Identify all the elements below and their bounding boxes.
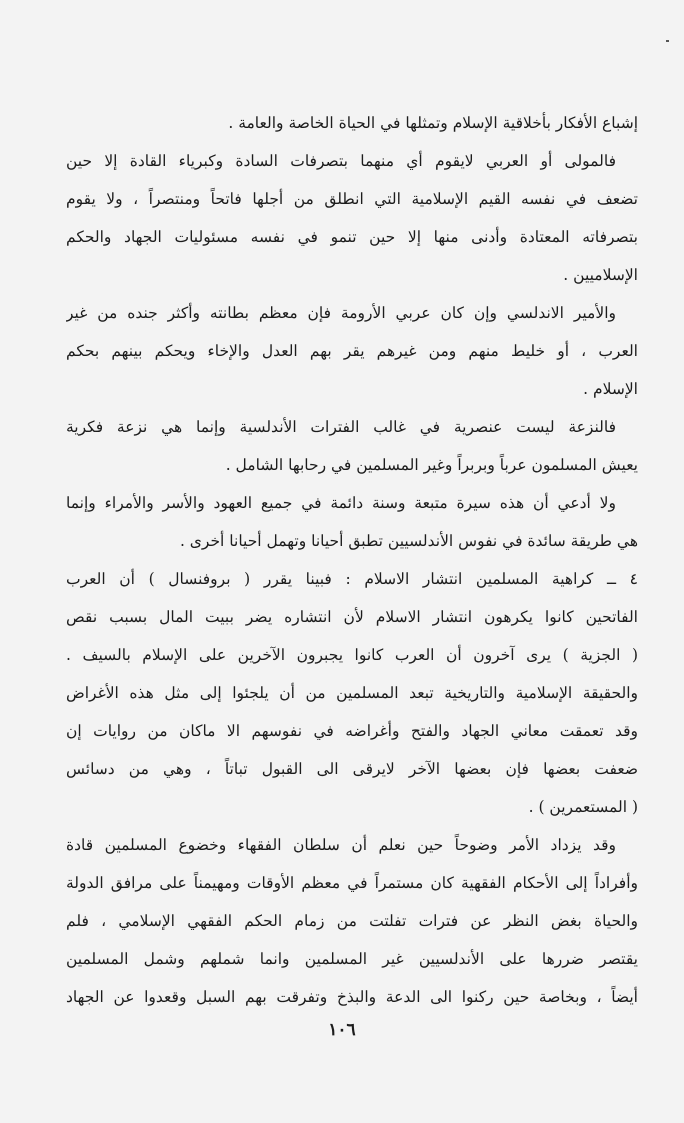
text-line: والحياة بغض النظر عن فترات تفلتت من زمام الحكم الفقهي الإسلامي ، فلم [66,912,638,930]
text-line: تضعف في نفسه القيم الإسلامية التي انطلق من أجلها فاتحاً ومنتصراً ، ولا يقوم [66,190,638,208]
text-line: ضعفت بعضها فإن بعضها الآخر لايرقى الى القبول تباتاً ، وهي من دسائس [66,760,638,778]
text-line: فالنزعة ليست عنصرية في غالب الفترات الأندلسية وإنما هي نزعة فكرية [66,418,616,436]
text-line: والأمير الاندلسي وإن كان عربي الأرومة فإن معظم بطانته وأكثر جنده من غير [66,304,616,322]
text-line: العرب ، أو خليط منهم ومن غيرهم يقر بهم العدل والإخاء ويحكم بينهم بحكم [66,342,638,360]
text-line: أيضاً ، وبخاصة حين ركنوا الى الدعة والبذخ وتفرقت بهم السبل وقعدوا عن الجهاد [66,988,638,1006]
text-line: ولا أدعي أن هذه سيرة متبعة وسنة دائمة في جميع العهود والأسر والأمراء وإنما [66,494,616,512]
text-line: وأفراداً إلى الأحكام الفقهية كان مستمراً في معظم الأوقات ومهيمناً على مرافق الدولة [66,874,638,892]
text-line: بتصرفاته المعتادة وأدنى منها إلا حين تنمو في نفسه مسئوليات الجهاد والحكم [66,228,638,246]
text-line: وقد تعمقت معاني الجهاد والفتح وأغراضه في نفوسهم الا ماكان من روايات إن [66,722,638,740]
text-line: والحقيقة الإسلامية والتاريخية تبعد المسلمين من أن يلجئوا إلى مثل هذه الأغراض [66,684,638,702]
scan-edge-mark [666,40,669,42]
text-line: الإسلام . [583,380,638,398]
text-line: الفاتحين كانوا يكرهون انتشار الاسلام لأن انتشاره يضر ببيت المال بسبب نقص [66,608,638,626]
text-line: ٤ ــ كراهية المسلمين انتشار الاسلام : فبينا يقرر ( بروفنسال ) أن العرب [66,570,638,588]
text-line: الإسلاميين . [563,266,638,284]
text-line: فالمولى أو العربي لايقوم أي منهما بتصرفات السادة وكبرياء القادة إلا حين [66,152,616,170]
text-line: ( الجزية ) يرى آخرون أن العرب كانوا يجبرون الآخرين على الإسلام بالسيف . [66,646,638,664]
text-line: هي طريقة سائدة في نفوس الأندلسيين تطبق أحيانا وتهمل أحيانا أخرى . [179,532,638,550]
page-body-text [66,104,638,1016]
text-line: يقتصر ضررها على الأندلسيين غير المسلمين وانما شملهم وشمل المسلمين [66,950,638,968]
page-number: ١٠٦ [328,1020,356,1040]
text-line: وقد يزداد الأمر وضوحاً حين نعلم أن سلطان الفقهاء وخضوع المسلمين قادة [66,836,616,854]
text-line: يعيش المسلمون عرباً وبربراً وغير المسلمين في رحابها الشامل . [225,456,638,474]
text-line: إشباع الأفكار بأخلاقية الإسلام وتمثلها في الحياة الخاصة والعامة . [228,114,638,132]
text-line: ( المستعمرين ) . [528,798,638,816]
